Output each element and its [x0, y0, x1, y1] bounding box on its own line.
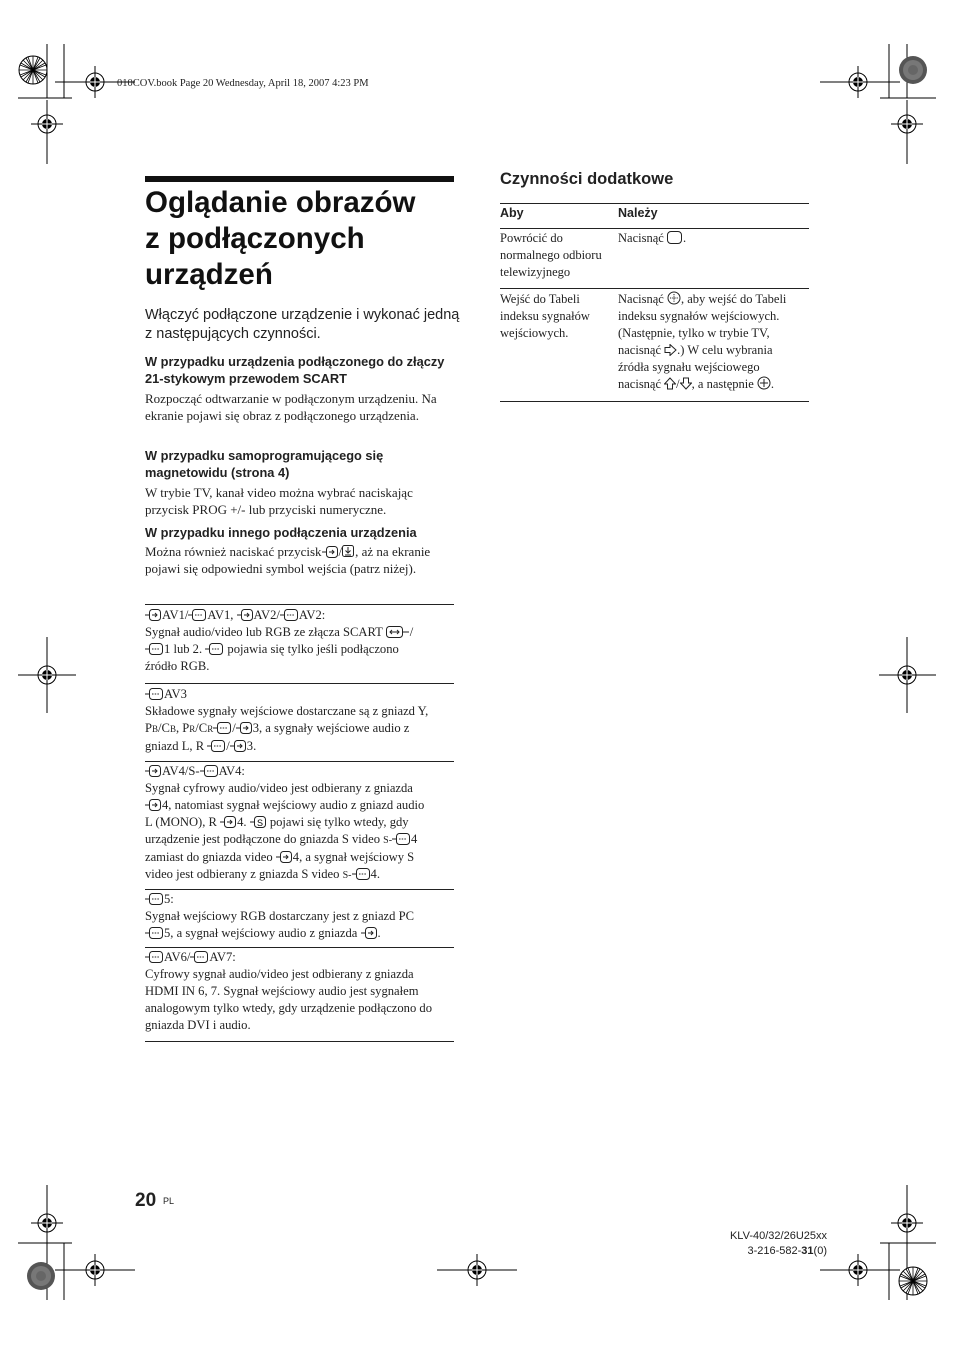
table-row-2-aby: Wejść do Tabeli indeksu sygnałów wejściowych. — [500, 292, 590, 340]
input-dots-icon — [205, 643, 224, 655]
divider — [145, 761, 454, 762]
input-arrow-icon — [145, 609, 162, 621]
table-header-nalezy: Należy — [618, 206, 658, 220]
enter-icon — [757, 376, 771, 390]
tv-icon — [667, 231, 683, 244]
input-dots-icon — [392, 833, 411, 845]
input-arrow-icon — [322, 546, 339, 558]
section-body-vcr: W trybie TV, kanał video można wybrać naciskając przycisk PROG +/- lub przyciski numeryczne. — [145, 485, 413, 517]
page-language: PL — [163, 1196, 175, 1206]
title-line-2: z podłączonych — [145, 222, 365, 255]
input-dots-icon — [207, 740, 226, 752]
table-row-1-nalezy: Nacisnąć . — [618, 231, 687, 245]
title-line-1: Oglądanie obrazów — [145, 186, 416, 219]
section-body-scart: Rozpocząć odtwarzanie w podłączonym urządzeniu. Na ekranie pojawi się obraz z podłączonego urządzenia. — [145, 391, 437, 423]
input-arrow-icon — [361, 927, 378, 939]
input-dots-icon — [352, 868, 371, 880]
input-arrow-icon — [145, 765, 162, 777]
section-heading-scart: W przypadku urządzenia podłączonego do złączy 21-stykowym przewodem SCART — [145, 354, 445, 386]
scart-icon — [386, 626, 410, 638]
section-heading-vcr: W przypadku samoprogramującego się magnetowidu (strona 4) — [145, 448, 384, 480]
down-arrow-icon — [680, 377, 692, 390]
input-pc5: 5: Sygnał wejściowy RGB dostarczany jest z gniazd PC 5, a sygnał wejściowy audio z gniazda . — [145, 892, 414, 940]
section-heading-other: W przypadku innego podłączenia urządzenia — [145, 525, 417, 540]
input-arrow-icon — [230, 740, 247, 752]
input-arrow-icon — [220, 816, 237, 828]
table-row-2-nalezy: Nacisnąć , aby wejść do Tabeli indeksu sygnałów wejściowych. (Następnie, tylko w trybie TV, nacisnąć .) W celu wybrania źródła sygnału wejściowego nacisnąć / , a następnie . — [618, 292, 787, 391]
table-row-1-aby: Powrócić do normalnego odbioru telewizyjnego — [500, 231, 602, 279]
table-header-aby: Aby — [500, 206, 524, 220]
input-dots-icon — [145, 688, 164, 700]
svideo-icon — [250, 816, 267, 828]
page-number: 20 — [135, 1190, 157, 1211]
input-arrow-icon — [276, 851, 293, 863]
divider — [145, 889, 454, 890]
divider — [145, 947, 454, 948]
input-dots-icon — [213, 722, 232, 734]
input-av1-av2: AV1/ AV1, AV2/ AV2: Sygnał audio/video lub RGB ze złącza SCART / 1 lub 2. pojawia się tylko jeśli podłączono źródło RGB. — [145, 608, 414, 673]
input-av3: AV3 Składowe sygnały wejściowe dostarczane są z gniazd Y, PB/CB, PR/CR / 3, a sygnały wejściowe audio z gniazd L, R / 3. — [145, 687, 429, 753]
input-arrow-icon — [236, 722, 253, 734]
input-dots-icon — [145, 893, 164, 905]
up-arrow-icon — [664, 377, 676, 390]
model-code: KLV-40/32/26U25xx 3-216-582-31(0) — [729, 1230, 827, 1257]
intro-text: Włączyć podłączone urządzenie i wykonać jedną z następujących czynności. — [145, 307, 460, 342]
input-av6-av7: AV6/ AV7: Cyfrowy sygnał audio/video jest odbierany z gniazda HDMI IN 6, 7. Sygnał wejściowy audio jest sygnałem analogowym tylko wtedy, gdy urządzenie podłączono do gniazda DVI i audio. — [145, 950, 433, 1032]
page-title — [145, 185, 465, 293]
input-arrow-icon — [145, 799, 162, 811]
input-dots-icon — [145, 643, 164, 655]
table-rule-header — [500, 228, 809, 229]
divider — [145, 1041, 454, 1042]
input-select-icon — [342, 545, 355, 558]
title-line-3: urządzeń — [145, 258, 273, 291]
input-dots-icon — [280, 609, 299, 621]
input-dots-icon — [200, 765, 219, 777]
table-rule-row — [500, 288, 809, 289]
extra-title: Czynności dodatkowe — [500, 170, 674, 188]
print-header: 010COV.book Page 20 Wednesday, April 18, 2007 4:23 PM — [117, 78, 369, 89]
input-dots-icon — [145, 927, 164, 939]
input-dots-icon — [188, 609, 207, 621]
divider — [145, 604, 454, 605]
index-icon — [667, 291, 681, 305]
divider — [145, 683, 454, 684]
input-dots-icon — [145, 951, 164, 963]
input-av4: AV4/S- AV4: Sygnał cyfrowy audio/video jest odbierany z gniazda 4, natomiast sygnał wejściowy audio z gniazd audio L (MONO), R 4. S pojawi się tylko wtedy, gdy urządzenie jest podłączone do gniazda S video S- 4 zamiast do gniazda video 4, a sygnał wejściowy S video jest odbierany z gniazda S video S- 4. — [145, 764, 425, 881]
section-body-other: Można również naciskać przycisk / , aż na ekranie pojawi się odpowiedni symbol wejścia (patrz niżej). — [145, 544, 431, 576]
table-rule-top — [500, 203, 809, 204]
input-arrow-icon — [237, 609, 254, 621]
svg-text:S: S — [256, 818, 263, 828]
input-dots-icon — [190, 951, 209, 963]
title-bar — [145, 176, 454, 182]
table-rule-bottom — [500, 401, 809, 402]
right-arrow-icon — [664, 344, 677, 356]
